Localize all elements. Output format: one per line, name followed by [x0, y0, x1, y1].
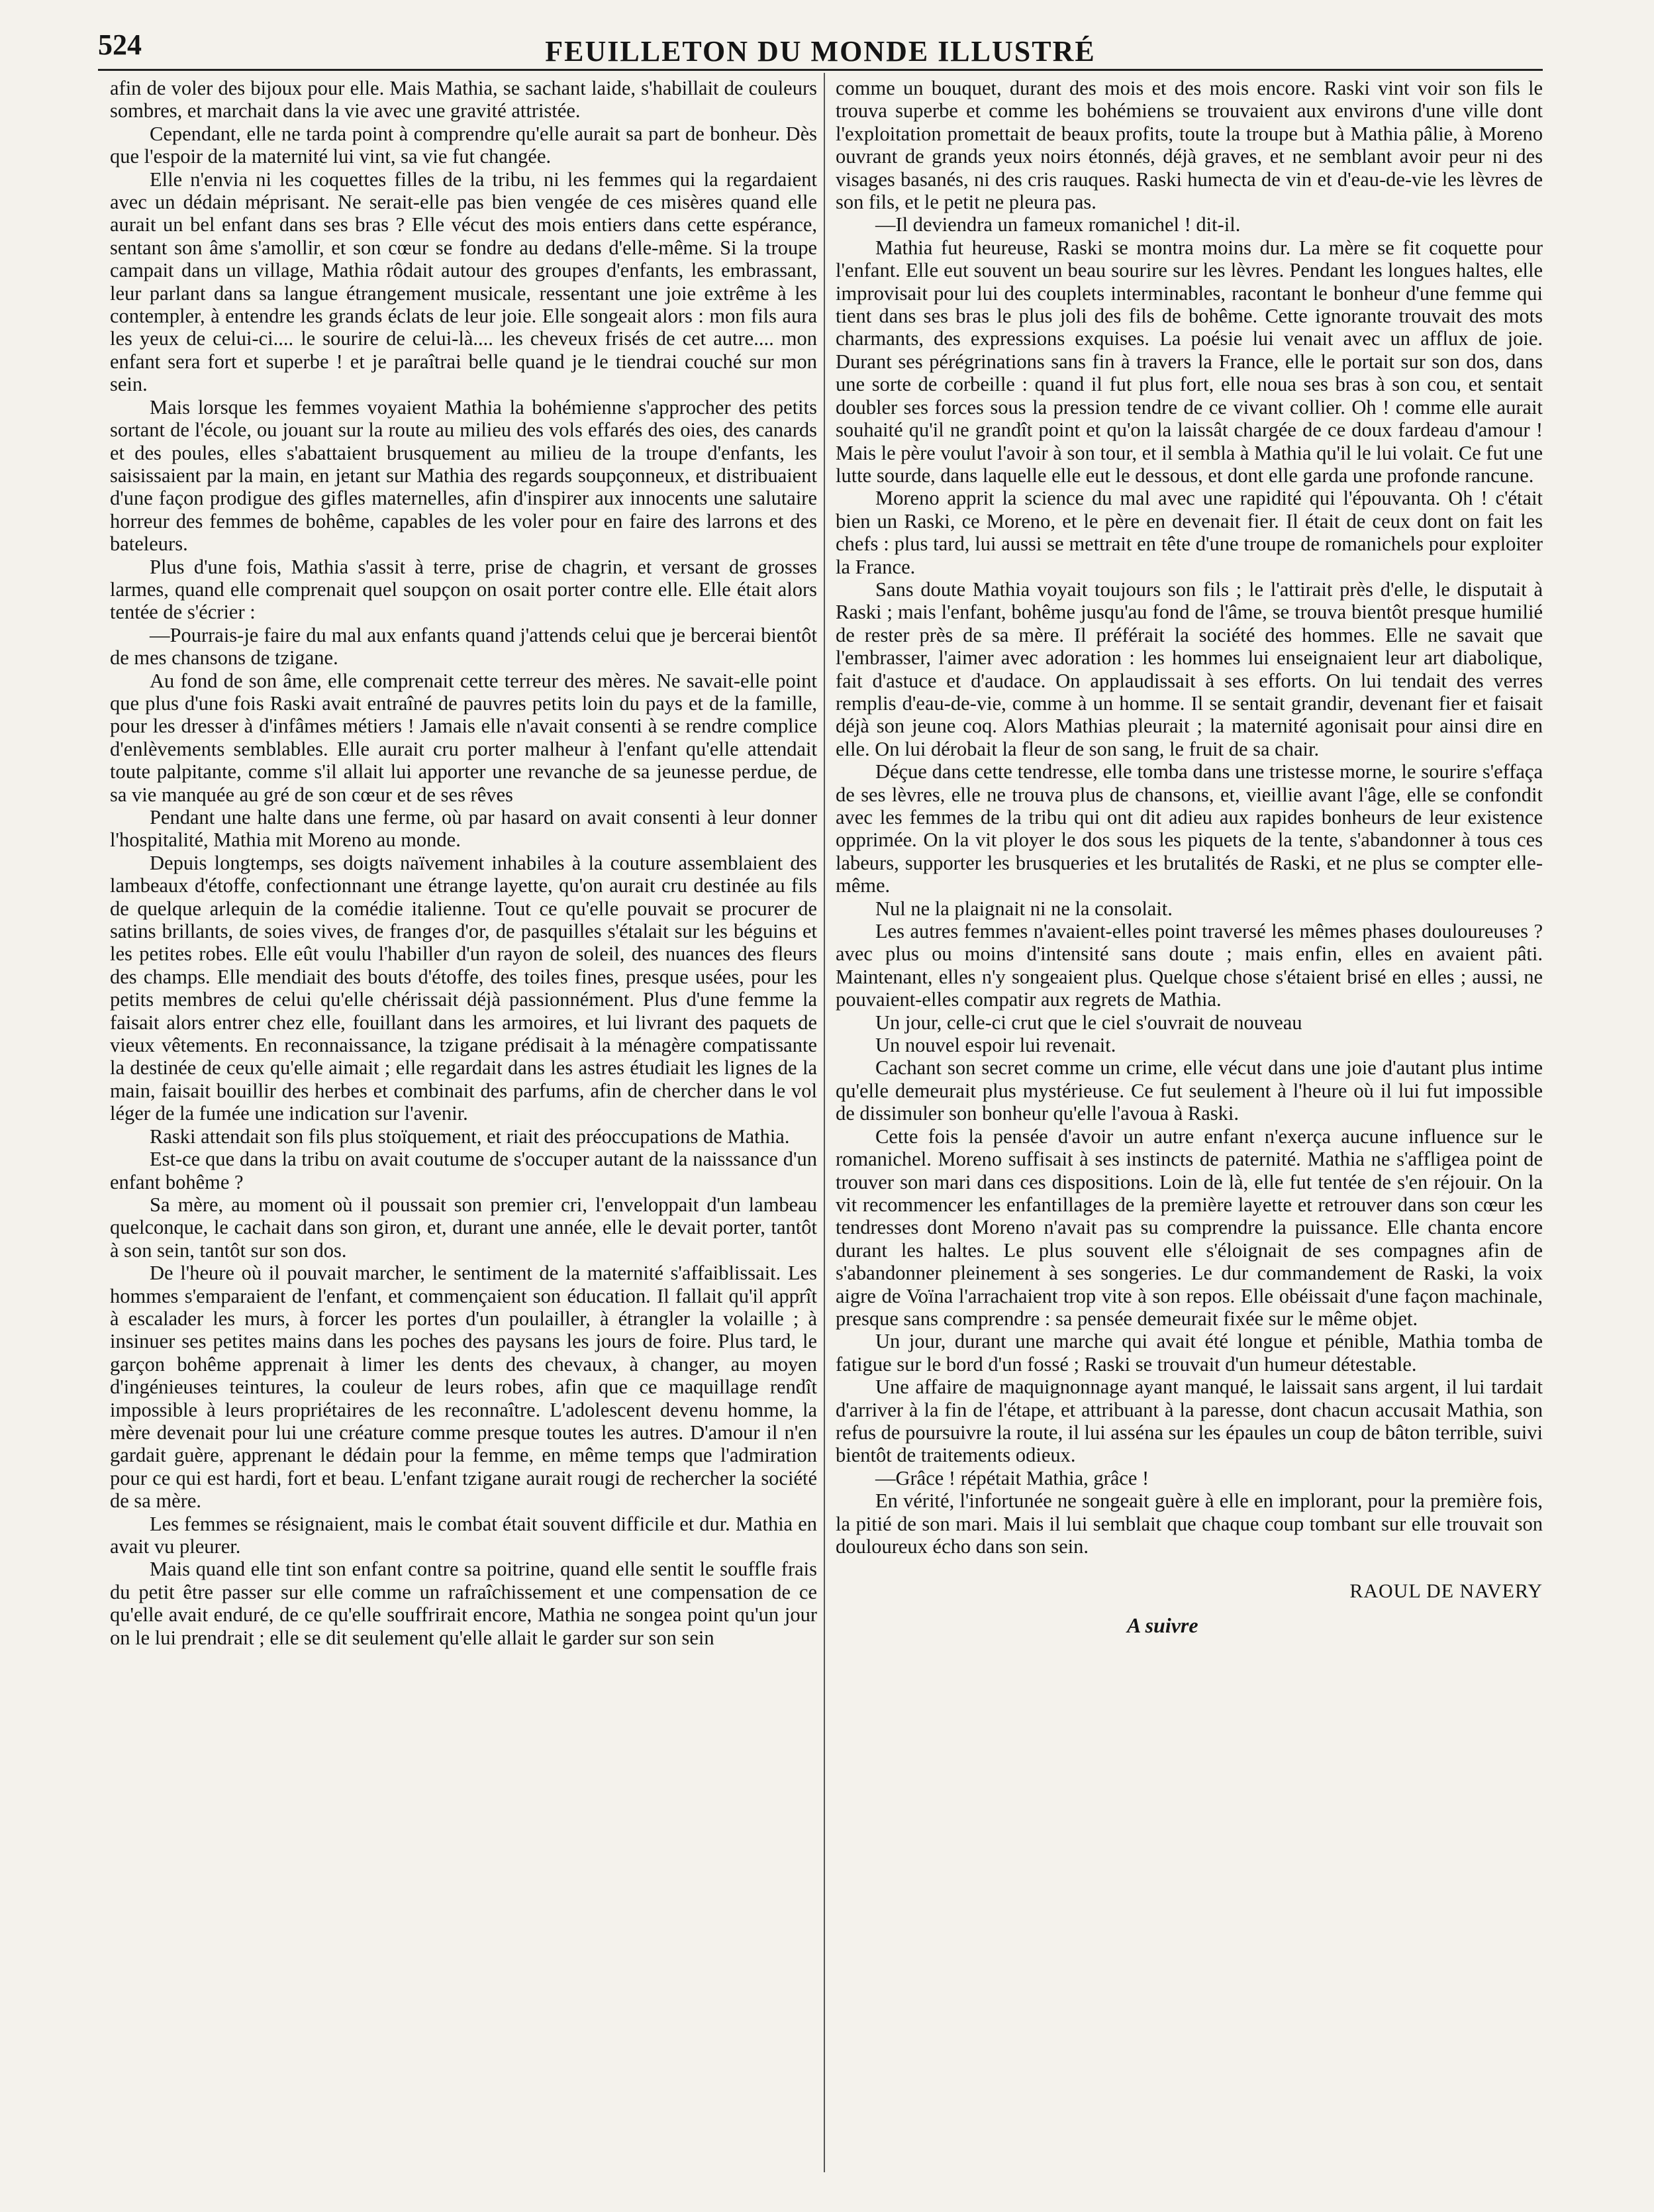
to-be-continued: A suivre [1127, 1613, 1198, 1638]
paragraph: Nul ne la plaignait ni ne la consolait. [875, 897, 1173, 920]
paragraph: Les femmes se résignaient, mais le combat était souvent difficile et dur. Mathia en avait vu pleurer. [110, 1512, 817, 1558]
journal-title: FEUILLETON DU MONDE ILLUSTRÉ [545, 35, 1096, 68]
paragraph: Une affaire de maquignonnage ayant manqué, le laissait sans argent, il lui tardait d'arriver à la fin de l'étape, et attribuant à la paresse, dont chacun accusait Mathia, son refus de poursuivre la route, il lui asséna sur les épaules un coup de bâton terrible, suivi bientôt de traitements odieux. [836, 1376, 1543, 1467]
paragraph: Mais lorsque les femmes voyaient Mathia la bohémienne s'approcher des petits sortant de l'école, ou jouant sur la route au milieu des vols effarés des oies, des canards et des poules, elles s'abattaient brusquement au milieu de la troupe d'enfants, les saisissaient par la main, en jetant sur Mathia des regards soupçonneux, et distribuaient d'une façon prodigue des gifles maternelles, afin d'inspirer aux innocents une salutaire horreur des femmes de bohême, capables de les voler pour en faire des larrons et des bateleurs. [110, 395, 817, 556]
paragraph: comme un bouquet, durant des mois et des mois encore. Raski vint voir son fils le trouva superbe et comme les bohémiens se trouvaient aux environs d'une ville dont l'exploitation promettait de beaux profits, toute la troupe but à Mathia pâlie, à Moreno ouvrant de grands yeux noirs étonnés, déjà graves, et ne semblant avoir peur ni des visages basanés, ni des cris rauques. Raski humecta de vin et d'eau-de-vie les lèvres de son fils, et le petit ne pleura pas. [836, 77, 1543, 214]
paragraph: Un nouvel espoir lui revenait. [875, 1034, 1116, 1057]
left-column [110, 77, 817, 1649]
paragraph: Les autres femmes n'avaient-elles point traversé les mêmes phases douloureuses ? avec plus ou moins d'intensité sans doute ; mais enfin, elles en avaient pâti. Maintenant, elles n'y songeaient plus. Quelque chose s'étaient brisé en elles ; aussi, ne pouvaient-elles compatir aux regrets de Mathia. [836, 920, 1543, 1011]
paragraph: Un jour, celle-ci crut que le ciel s'ouvrait de nouveau [875, 1011, 1302, 1034]
paragraph: Moreno apprit la science du mal avec une rapidité qui l'épouvanta. Oh ! c'était bien un Raski, ce Moreno, et le père en devenait fier. Il était de ceux dont on fait les chefs : plus tard, lui aussi se mettrait en tête d'une troupe de romanichels pour exploiter la France. [836, 487, 1543, 578]
paragraph: Au fond de son âme, elle comprenait cette terreur des mères. Ne savait-elle point que plus d'une fois Raski avait entraîné de pauvres petits loin du pays et de la famille, pour les dresser à d'infâmes métiers ! Jamais elle n'avait consenti à se rendre complice d'enlèvements semblables. Elle aurait cru porter malheur à l'enfant qu'elle attendait toute palpitante, comme s'il allait lui apporter une revanche de sa jeunesse perdue, de sa vie manquée au gré de son cœur et de ses rêves [110, 669, 817, 806]
paragraph: Elle n'envia ni les coquettes filles de la tribu, ni les femmes qui la regardaient avec un dédain méprisant. Ne serait-elle pas bien vengée de ces misères quand elle aurait un bel enfant dans ses bras ? Elle vécut des mois entiers dans cette espérance, sentant son âme s'amollir, et son cœur se fondre au dedans d'elle-même. Si la troupe campait dans un village, Mathia rôdait autour des groupes d'enfants, les embrassant, leur parlant dans sa langue étrangement musicale, ressentant une joie extrême à les contempler, à entendre les grands éclats de leur joie. Elle songeait alors : mon fils aura les yeux de celui-ci.... le sourire de celui-là.... les cheveux frisés de cet autre.... mon enfant sera fort et superbe ! et je paraîtrai belle quand je le tiendrai couché sur mon sein. [110, 168, 817, 396]
paragraph: Depuis longtemps, ses doigts naïvement inhabiles à la couture assemblaient des lambeaux d'étoffe, confectionnant une étrange layette, qu'on aurait cru destinée au fils de quelque arlequin de la comédie italienne. Tout ce qu'elle pouvait se procurer de satins brillants, de soies vives, de franges d'or, de pasquilles s'étalait sur les béguins et les petites robes. Elle eût voulu l'habiller d'un rayon de soleil, des nuances des fleurs des champs. Elle mendiait des bouts d'étoffe, des toiles fines, presque usées, pour les petits membres de celui qu'elle chérissait déjà passionnément. Plus d'une femme la faisait alors entrer chez elle, fouillant dans les armoires, et lui livrant des paquets de vieux vêtements. En reconnaissance, la tzigane prédisait à la ménagère compatissante la destinée de ceux qu'elle aimait ; elle regardait dans les astres étudiait les lignes de la main, faisait bouillir des herbes et combinait des parfums, afin de chercher dans le vol léger de la fumée une indication sur l'avenir. [110, 851, 817, 1125]
dialogue-line: —Grâce ! répétait Mathia, grâce ! [875, 1466, 1149, 1489]
paragraph: Cependant, elle ne tarda point à comprendre qu'elle aurait sa part de bonheur. Dès que l'espoir de la maternité lui vint, sa vie fut changée. [110, 122, 817, 168]
dialogue-line: —Il deviendra un fameux romanichel ! dit-il. [875, 213, 1241, 236]
paragraph: Un jour, durant une marche qui avait été longue et pénible, Mathia tomba de fatigue sur le bord d'un fossé ; Raski se trouvait d'un humeur détestable. [836, 1330, 1543, 1376]
paragraph: Raski attendait son fils plus stoïquement, et riait des préoccupations de Mathia. [150, 1125, 790, 1148]
paragraph: Pendant une halte dans une ferme, où par hasard on avait consenti à leur donner l'hospitalité, Mathia mit Moreno au monde. [110, 806, 817, 852]
paragraph: Déçue dans cette tendresse, elle tomba dans une tristesse morne, le sourire s'effaça de ses lèvres, elle ne trouva plus de chansons, et, vieillie avant l'âge, elle se confondit avec les femmes de la tribu qui ont dit adieu aux rapides bonheurs de leur existence opprimée. On la vit ployer le dos sous les piquets de la tente, s'abandonner à tous ces labeurs, supporter les brusqueries et les brutalités de Raski, et ne plus se compter elle-même. [836, 760, 1543, 897]
paragraph: Mathia fut heureuse, Raski se montra moins dur. La mère se fit coquette pour l'enfant. Elle eut souvent un beau sourire sur les lèvres. Pendant les longues haltes, elle improvisait pour lui des couplets interminables, racontant le bonheur d'une femme qui tient dans ses bras le plus joli des fils de bohême. Cette ignorante trouvait des mots charmants, des expressions exquises. La poésie lui venait avec un afflux de joie. Durant ses pérégrinations sans fin à travers la France, elle le portait sur son dos, dans une sorte de corbeille : quand il fut plus fort, elle noua ses bras à son cou, et sentait doubler ses forces sous la pression tendre de ce vivant collier. Oh ! comme elle aurait souhaité qu'il ne grandît point et qu'on la laissât chargée de ce doux fardeau d'amour ! Mais le père voulut l'avoir à son tour, et il sembla à Mathia qu'il le lui volait. Ce fut une lutte sourde, dans laquelle elle eut le dessous, et dont elle garda une profonde rancune. [836, 236, 1543, 487]
page-header [98, 26, 1543, 66]
paragraph: Mais quand elle tint son enfant contre sa poitrine, quand elle sentit le souffle frais du petit être passer sur elle comme un rafraîchissement et une compensation de ce qu'elle avait enduré, de ce qu'elle souffrirait encore, Mathia ne songea point qu'un jour on le lui prendrait ; elle se dit seulement qu'elle allait le garder sur son sein [110, 1558, 817, 1649]
header-rule [98, 69, 1543, 71]
paragraph: afin de voler des bijoux pour elle. Mais Mathia, se sachant laide, s'habillait de couleurs sombres, et marchait dans la vie avec une gravité attristée. [110, 77, 817, 123]
paragraph: Cachant son secret comme un crime, elle vécut dans une joie d'autant plus intime qu'elle demeurait plus mystérieuse. Ce fut seulement à l'heure où il lui fut impossible de dissimuler son bonheur qu'elle l'avoua à Raski. [836, 1056, 1543, 1125]
paragraph: En vérité, l'infortunée ne songeait guère à elle en implorant, pour la première fois, la pitié de son mari. Mais il lui semblait que chaque coup tombant sur elle trouvait son douloureux écho dans son sein. [836, 1489, 1543, 1558]
paragraph: Est-ce que dans la tribu on avait coutume de s'occuper autant de la naisssance d'un enfant bohême ? [110, 1148, 817, 1193]
dialogue-line: —Pourrais-je faire du mal aux enfants quand j'attends celui que je bercerai bientôt de mes chansons de tzigane. [110, 623, 817, 670]
page-number: 524 [98, 28, 142, 61]
right-column [836, 77, 1543, 1644]
author-signature: RAOUL DE NAVERY [1349, 1580, 1543, 1603]
article-footer [836, 1558, 1543, 1644]
paragraph: Cette fois la pensée d'avoir un autre enfant n'exerça aucune influence sur le romanichel. Moreno suffisait à ses instincts de paternité. Mathia ne s'affligea point de trouver son mari dans ces dispositions. Loin de là, elle fut tentée de s'en réjouir. On la vit recommencer les enfantillages de la première layette et retrouver dans son cœur les tendresses dont Moreno n'avait pas su comprendre la puissance. Elle chanta encore durant les haltes. Le plus souvent elle s'éloignait de ses compagnes afin de s'abandonner pleinement à ses songeries. Le dur commandement de Raski, la voix aigre de Voïna l'arrachaient trop vite à son repos. Elle obéissait d'une façon machinale, presque sans comprendre : sa pensée demeurait fixée sur le même objet. [836, 1125, 1543, 1330]
paragraph: Sans doute Mathia voyait toujours son fils ; le l'attirait près d'elle, le disputait à Raski ; mais l'enfant, bohême jusqu'au fond de l'âme, se trouva bientôt presque humilié de rester près de sa mère. Il préférait la société des hommes. Elle ne savait que l'embrasser, l'aimer avec adoration : les hommes lui enseignaient leur art diabolique, fait d'astuce et d'audace. On applaudissait à ses efforts. On lui tendait des verres remplis d'eau-de-vie, comme à un homme. Il se sentait grandir, devenant fier et faisait déjà son jeune coq. Alors Mathias pleurait ; la maternité agonisait pour ainsi dire en elle. On lui dérobait la fleur de son sang, le fruit de sa chair. [836, 578, 1543, 760]
paragraph: Plus d'une fois, Mathia s'assit à terre, prise de chagrin, et versant de grosses larmes, quand elle comprenait quel soupçon on osait porter contre elle. Elle était alors tentée de s'écrier : [110, 555, 817, 624]
paragraph: De l'heure où il pouvait marcher, le sentiment de la maternité s'affaiblissait. Les hommes s'emparaient de l'enfant, et commençaient son éducation. Il fallait qu'il apprît à escalader les murs, à forcer les portes d'un poulailler, à étrangler la volaille ; à insinuer ses petites mains dans les poches des paysans les jours de foire. Plus tard, le garçon bohême apprenait à limer les dents des chevaux, à changer, au moyen d'ingénieuses teintures, la couleur de leurs robes, afin que ce maquillage rendît impossible à leurs propriétaires de les reconnaître. L'adolescent devenu homme, la mère devenait pour lui une créature comme presque toutes les autres. D'amour il n'en gardait guère, apprenant le dédain pour la femme, en même temps que l'admiration pour ce qui est hardi, fort et beau. L'enfant tzigane aurait rougi de rechercher la société de sa mère. [110, 1262, 817, 1513]
column-divider [824, 73, 825, 2172]
paragraph: Sa mère, au moment où il poussait son premier cri, l'enveloppait d'un lambeau quelconque, le cachait dans son giron, et, durant une année, elle le devait porter, tantôt à son sein, tantôt sur son dos. [110, 1193, 817, 1262]
